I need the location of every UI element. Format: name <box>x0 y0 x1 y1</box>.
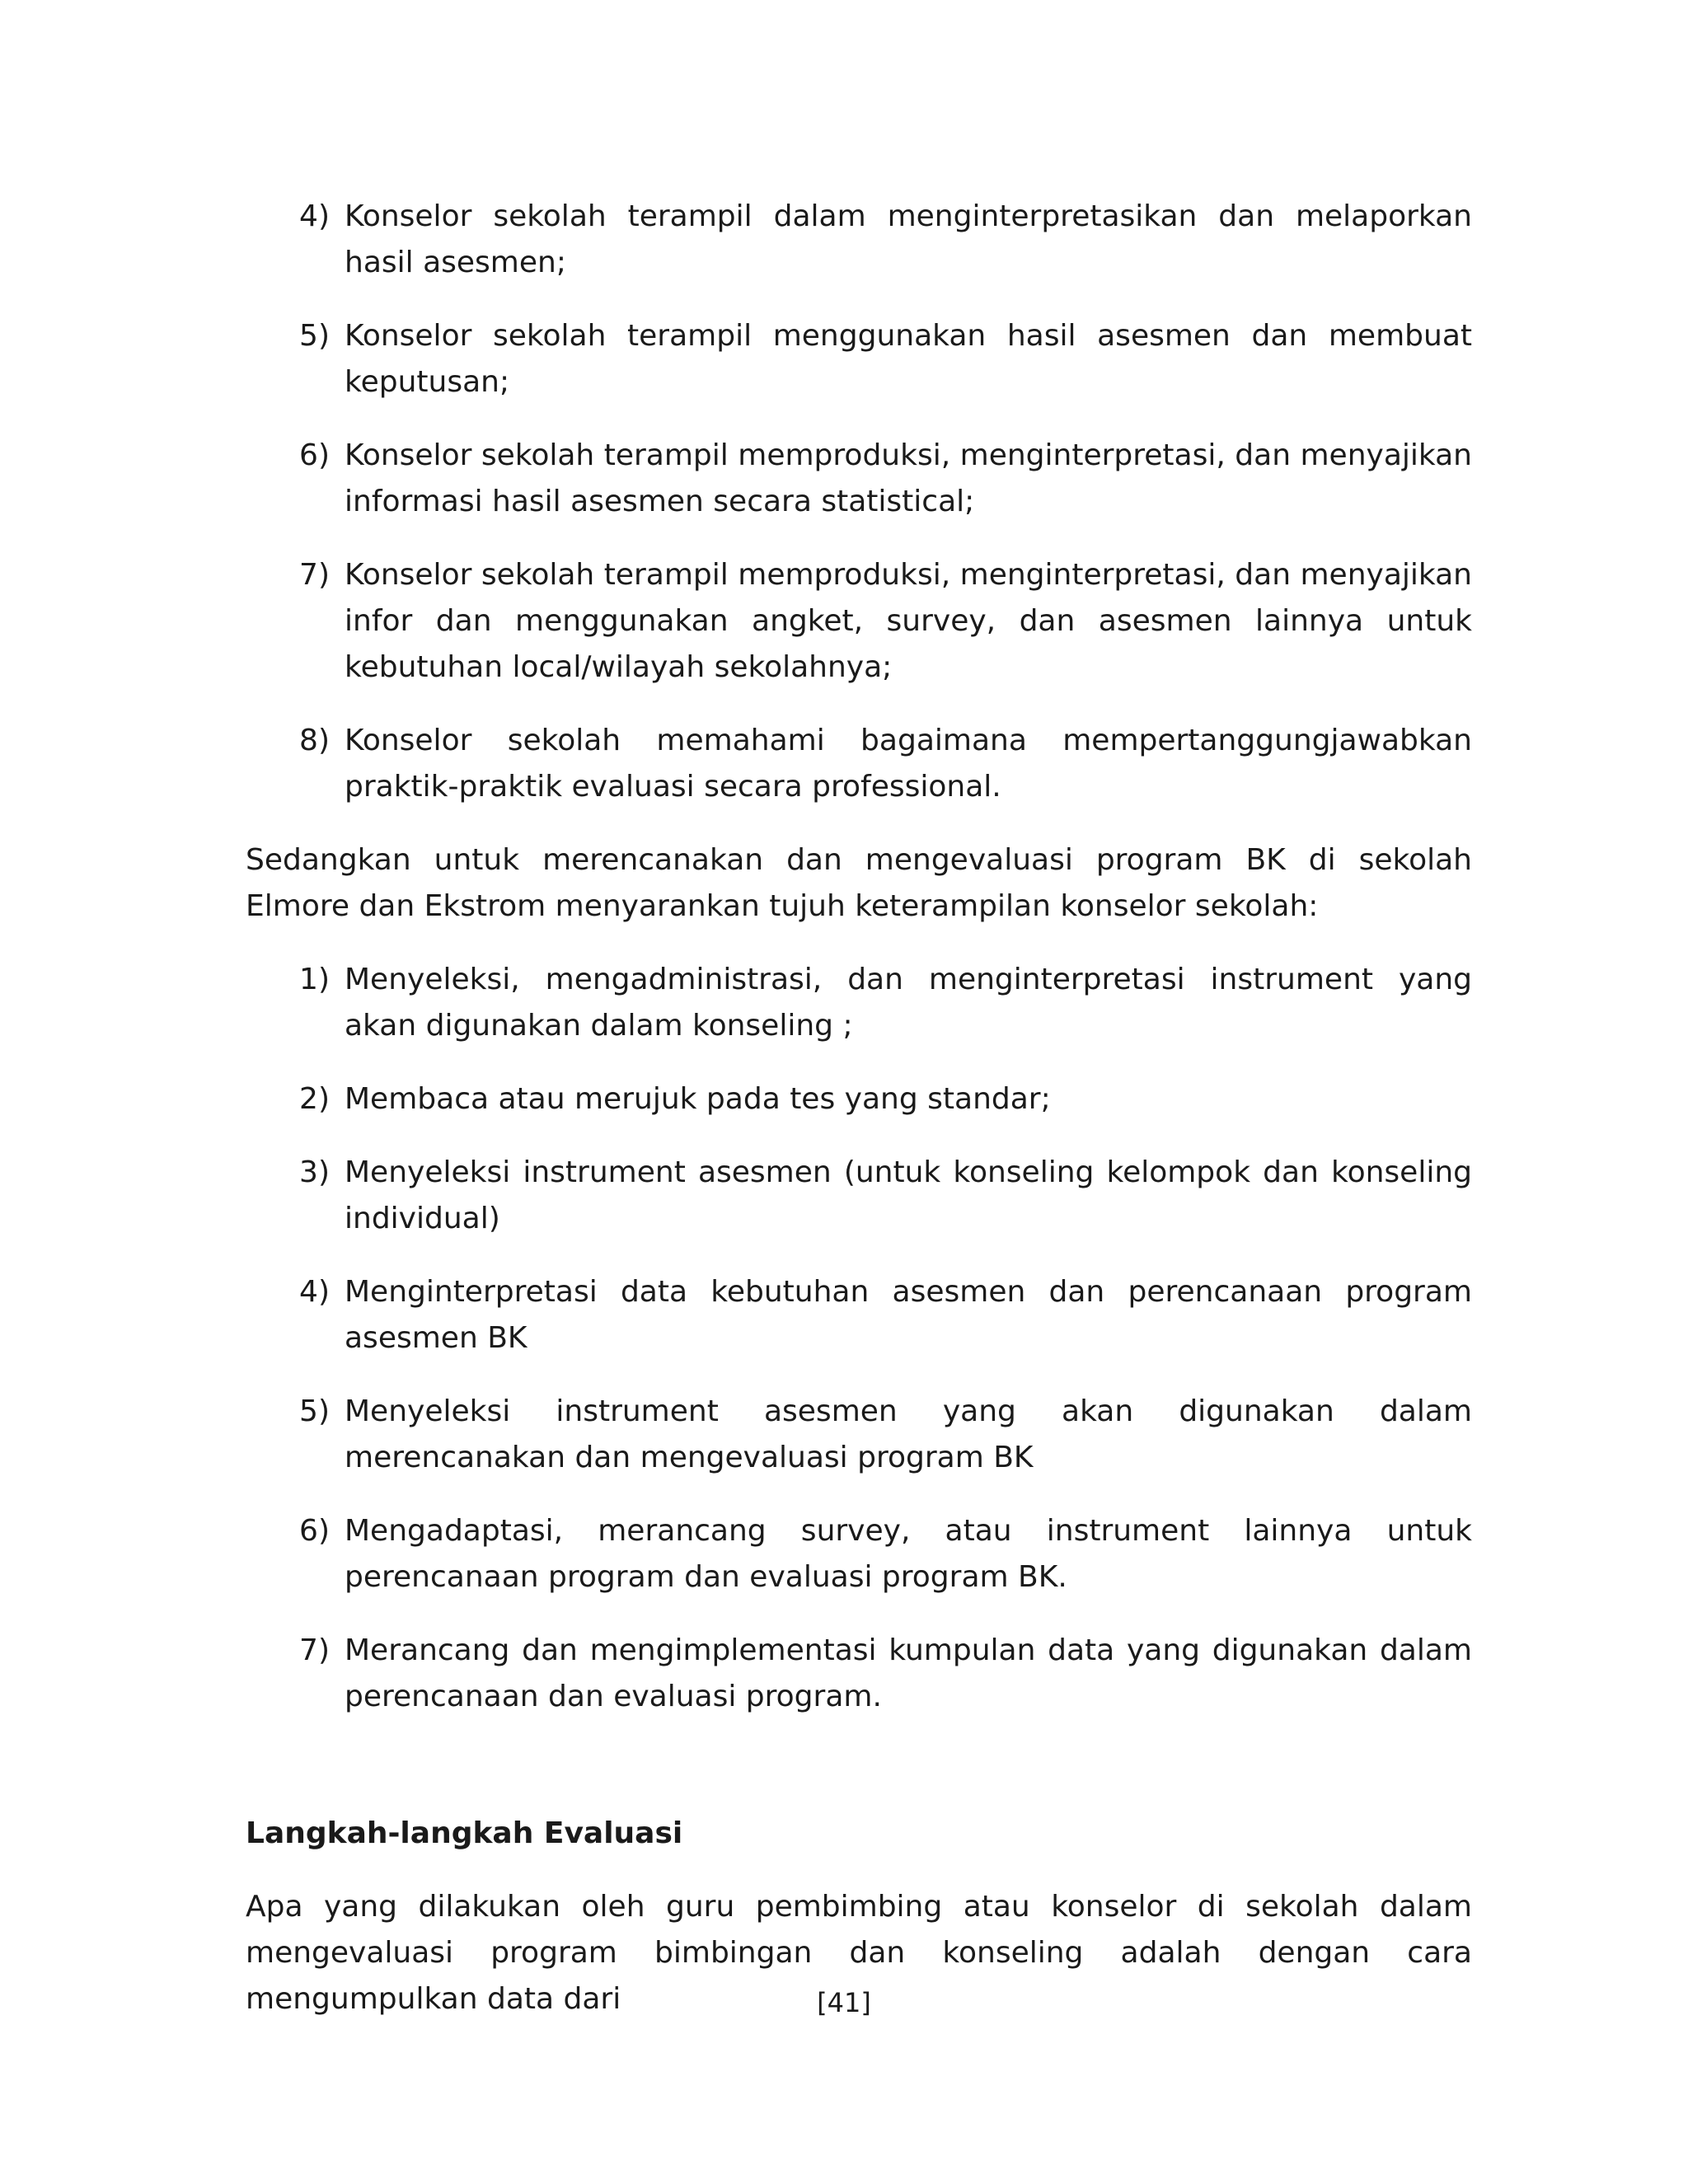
list-marker: 5) <box>299 319 330 353</box>
list-item <box>246 1508 1472 1601</box>
list-item <box>246 1628 1472 1720</box>
skills-list <box>246 957 1472 1720</box>
page-content <box>246 194 1472 2050</box>
list-item-text: Konselor sekolah terampil dalam menginterpretasikan dan melaporkan hasil asesmen; <box>345 199 1472 279</box>
page-number: [41] <box>817 1987 871 2018</box>
list-item-text: Menyeleksi, mengadministrasi, dan menginterpretasi instrument yang akan digunakan dalam konseling ; <box>345 963 1472 1043</box>
list-item-text: Merancang dan mengimplementasi kumpulan data yang digunakan dalam perencanaan dan evaluasi program. <box>345 1633 1472 1713</box>
list-item <box>246 313 1472 405</box>
list-marker: 4) <box>299 1275 330 1309</box>
list-item <box>246 1150 1472 1242</box>
list-marker: 2) <box>299 1082 330 1116</box>
list-item-text: Mengadaptasi, merancang survey, atau instrument lainnya untuk perencanaan program dan evaluasi program BK. <box>345 1514 1472 1594</box>
list-item <box>246 957 1472 1049</box>
list-item <box>246 194 1472 286</box>
list-marker: 3) <box>299 1155 330 1189</box>
list-item <box>246 1389 1472 1481</box>
list-item-text: Konselor sekolah terampil memproduksi, menginterpretasi, dan menyajikan informasi hasil asesmen secara statistical; <box>345 438 1472 518</box>
list-item-text: Membaca atau merujuk pada tes yang standar; <box>345 1082 1051 1116</box>
list-item-text: Konselor sekolah memahami bagaimana mempertanggungjawabkan praktik-praktik evaluasi secara professional. <box>345 724 1472 804</box>
list-marker: 1) <box>299 963 330 996</box>
list-item <box>246 718 1472 810</box>
intro-paragraph: Sedangkan untuk merencanakan dan mengevaluasi program BK di sekolah Elmore dan Ekstrom menyarankan tujuh keterampilan konselor sekolah: <box>246 843 1472 923</box>
list-marker: 8) <box>299 724 330 757</box>
list-item-text: Menyeleksi instrument asesmen (untuk konseling kelompok dan konseling individual) <box>345 1155 1472 1235</box>
section-heading: Langkah-langkah Evaluasi <box>246 1816 683 1850</box>
list-item-text: Konselor sekolah terampil menggunakan hasil asesmen dan membuat keputusan; <box>345 319 1472 399</box>
list-marker: 7) <box>299 1633 330 1667</box>
list-item <box>246 552 1472 691</box>
list-marker: 7) <box>299 558 330 592</box>
list-item <box>246 1269 1472 1361</box>
closing-paragraph: Apa yang dilakukan oleh guru pembimbing atau konselor di sekolah dalam mengevaluasi program bimbingan dan konseling adalah dengan cara mengumpulkan data dari <box>246 1890 1472 2016</box>
competency-list <box>246 194 1472 810</box>
list-item <box>246 1076 1472 1122</box>
list-item-text: Menginterpretasi data kebutuhan asesmen dan perencanaan program asesmen BK <box>345 1275 1472 1355</box>
list-marker: 6) <box>299 1514 330 1548</box>
list-marker: 4) <box>299 199 330 233</box>
list-item-text: Menyeleksi instrument asesmen yang akan digunakan dalam merencanakan dan mengevaluasi program BK <box>345 1394 1472 1474</box>
list-marker: 6) <box>299 438 330 472</box>
list-marker: 5) <box>299 1394 330 1428</box>
list-item <box>246 433 1472 525</box>
list-item-text: Konselor sekolah terampil memproduksi, menginterpretasi, dan menyajikan infor dan menggunakan angket, survey, dan asesmen lainnya untuk kebutuhan local/wilayah sekolahnya; <box>345 558 1472 684</box>
